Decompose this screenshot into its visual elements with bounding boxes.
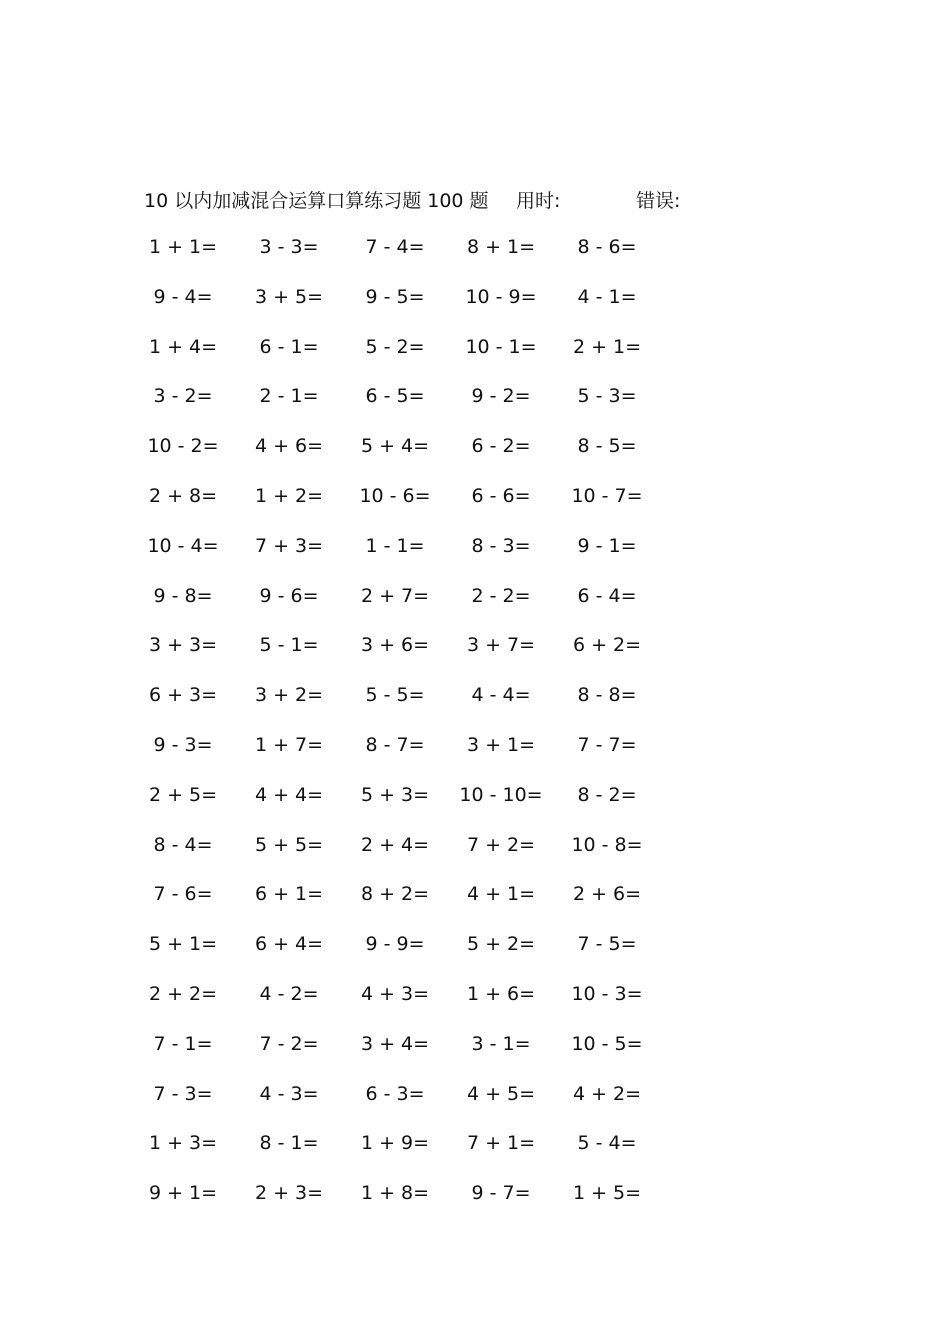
arithmetic-problem: 10 - 9= <box>465 285 537 308</box>
problem-row <box>0 1033 950 1063</box>
arithmetic-problem: 5 - 4= <box>577 1132 637 1155</box>
arithmetic-problem: 4 + 1= <box>466 883 536 906</box>
arithmetic-problem: 8 - 1= <box>259 1132 319 1155</box>
arithmetic-problem: 3 + 6= <box>360 634 430 657</box>
arithmetic-problem: 4 - 4= <box>471 684 531 707</box>
arithmetic-problem: 4 + 6= <box>254 435 324 458</box>
arithmetic-problem: 10 - 7= <box>571 485 643 507</box>
arithmetic-problem: 10 - 8= <box>571 833 643 856</box>
arithmetic-problem: 6 + 3= <box>148 684 218 707</box>
arithmetic-problem: 7 + 1= <box>466 1132 536 1155</box>
arithmetic-problem: 6 - 6= <box>471 485 531 507</box>
arithmetic-problem: 5 - 5= <box>365 684 425 707</box>
arithmetic-problem: 4 + 4= <box>254 783 324 806</box>
arithmetic-problem: 6 - 5= <box>365 385 425 408</box>
problem-row <box>0 286 950 316</box>
arithmetic-problem: 5 + 4= <box>360 435 430 458</box>
arithmetic-problem: 5 + 5= <box>254 833 324 856</box>
arithmetic-problem: 1 + 2= <box>254 485 324 507</box>
arithmetic-problem: 10 - 5= <box>571 1032 643 1055</box>
arithmetic-problem: 8 - 5= <box>577 435 637 458</box>
arithmetic-problem: 8 - 3= <box>471 534 531 557</box>
arithmetic-problem: 6 - 2= <box>471 435 531 458</box>
problem-row <box>0 834 950 864</box>
arithmetic-problem: 5 - 3= <box>577 385 637 408</box>
arithmetic-problem: 10 - 6= <box>359 485 431 507</box>
problem-row <box>0 535 950 565</box>
arithmetic-problem: 3 - 3= <box>259 236 319 258</box>
arithmetic-problem: 7 - 6= <box>153 883 213 906</box>
problem-row <box>0 1132 950 1162</box>
arithmetic-problem: 7 + 2= <box>466 833 536 856</box>
arithmetic-problem: 2 + 1= <box>572 335 642 358</box>
arithmetic-problem: 1 + 8= <box>360 1182 430 1205</box>
arithmetic-problem: 9 + 1= <box>148 1182 218 1205</box>
arithmetic-problem: 6 + 1= <box>254 883 324 906</box>
arithmetic-problem: 3 + 5= <box>254 285 324 308</box>
arithmetic-problem: 8 - 4= <box>153 833 213 856</box>
arithmetic-problem: 10 - 3= <box>571 983 643 1005</box>
problem-row <box>0 336 950 366</box>
problem-row <box>0 784 950 814</box>
arithmetic-problem: 7 + 3= <box>254 534 324 557</box>
arithmetic-problem: 3 - 1= <box>471 1032 531 1055</box>
arithmetic-problem: 7 - 2= <box>259 1032 319 1055</box>
arithmetic-problem: 2 + 8= <box>148 485 218 507</box>
arithmetic-problem: 8 - 2= <box>577 783 637 806</box>
arithmetic-problem: 4 - 3= <box>259 1082 319 1105</box>
arithmetic-problem: 5 + 2= <box>466 933 536 956</box>
arithmetic-problem: 4 - 1= <box>577 285 637 308</box>
arithmetic-problem: 6 - 4= <box>577 584 637 607</box>
problem-row <box>0 983 950 1013</box>
time-used-label: 用时: <box>516 190 561 212</box>
problem-row <box>0 485 950 515</box>
arithmetic-problem: 2 + 4= <box>360 833 430 856</box>
arithmetic-problem: 9 - 1= <box>577 534 637 557</box>
problem-row <box>0 585 950 615</box>
arithmetic-problem: 9 - 8= <box>153 584 213 607</box>
arithmetic-problem: 1 + 5= <box>572 1182 642 1205</box>
arithmetic-problem: 3 + 2= <box>254 684 324 707</box>
arithmetic-problem: 2 + 6= <box>572 883 642 906</box>
arithmetic-problem: 2 - 1= <box>259 385 319 408</box>
arithmetic-problem: 7 - 4= <box>365 236 425 258</box>
arithmetic-problem: 4 + 2= <box>572 1082 642 1105</box>
arithmetic-problem: 5 - 1= <box>259 634 319 657</box>
arithmetic-problem: 6 + 2= <box>572 634 642 657</box>
problem-row <box>0 734 950 764</box>
arithmetic-problem: 6 - 3= <box>365 1082 425 1105</box>
arithmetic-problem: 2 - 2= <box>471 584 531 607</box>
problem-row <box>0 385 950 415</box>
arithmetic-problem: 1 + 1= <box>148 236 218 258</box>
arithmetic-problem: 1 + 7= <box>254 734 324 756</box>
arithmetic-problem: 2 + 2= <box>148 983 218 1005</box>
arithmetic-problem: 9 - 7= <box>471 1182 531 1205</box>
worksheet-title: 10 以内加减混合运算口算练习题 100 题 <box>144 190 489 212</box>
error-count-label: 错误: <box>636 190 681 212</box>
arithmetic-problem: 2 + 3= <box>254 1182 324 1205</box>
arithmetic-problem: 7 - 3= <box>153 1082 213 1105</box>
arithmetic-problem: 9 - 2= <box>471 385 531 408</box>
arithmetic-problem: 2 + 5= <box>148 783 218 806</box>
arithmetic-problem: 10 - 4= <box>147 534 219 557</box>
arithmetic-problem: 7 - 5= <box>577 933 637 956</box>
arithmetic-problem: 1 + 3= <box>148 1132 218 1155</box>
arithmetic-problem: 5 + 3= <box>360 783 430 806</box>
arithmetic-problem: 1 + 4= <box>148 335 218 358</box>
problem-row <box>0 236 950 266</box>
problem-row <box>0 883 950 913</box>
arithmetic-problem: 9 - 3= <box>153 734 213 756</box>
arithmetic-problem: 9 - 5= <box>365 285 425 308</box>
problem-row <box>0 435 950 465</box>
arithmetic-problem: 5 + 1= <box>148 933 218 956</box>
arithmetic-problem: 8 + 2= <box>360 883 430 906</box>
arithmetic-problem: 10 - 2= <box>147 435 219 458</box>
arithmetic-problem: 7 - 7= <box>577 734 637 756</box>
arithmetic-problem: 3 + 7= <box>466 634 536 657</box>
arithmetic-problem: 9 - 4= <box>153 285 213 308</box>
arithmetic-problem: 4 + 3= <box>360 983 430 1005</box>
arithmetic-problem: 3 + 3= <box>148 634 218 657</box>
arithmetic-problem: 1 + 9= <box>360 1132 430 1155</box>
arithmetic-problem: 7 - 1= <box>153 1032 213 1055</box>
arithmetic-problem: 8 - 6= <box>577 236 637 258</box>
arithmetic-problem: 10 - 10= <box>459 783 543 806</box>
problem-row <box>0 634 950 664</box>
arithmetic-problem: 6 + 4= <box>254 933 324 956</box>
arithmetic-problem: 8 + 1= <box>466 236 536 258</box>
arithmetic-problem: 6 - 1= <box>259 335 319 358</box>
arithmetic-problem: 4 - 2= <box>259 983 319 1005</box>
arithmetic-problem: 10 - 1= <box>465 335 537 358</box>
problem-row <box>0 684 950 714</box>
problem-row <box>0 1083 950 1113</box>
arithmetic-problem: 3 - 2= <box>153 385 213 408</box>
problem-row <box>0 1182 950 1212</box>
arithmetic-problem: 2 + 7= <box>360 584 430 607</box>
arithmetic-problem: 1 - 1= <box>365 534 425 557</box>
arithmetic-problem: 5 - 2= <box>365 335 425 358</box>
arithmetic-problem: 4 + 5= <box>466 1082 536 1105</box>
arithmetic-problem: 8 - 8= <box>577 684 637 707</box>
problem-row <box>0 933 950 963</box>
arithmetic-problem: 3 + 1= <box>466 734 536 756</box>
arithmetic-problem: 9 - 9= <box>365 933 425 956</box>
arithmetic-problem: 9 - 6= <box>259 584 319 607</box>
arithmetic-problem: 1 + 6= <box>466 983 536 1005</box>
arithmetic-problem: 8 - 7= <box>365 734 425 756</box>
arithmetic-problem: 3 + 4= <box>360 1032 430 1055</box>
